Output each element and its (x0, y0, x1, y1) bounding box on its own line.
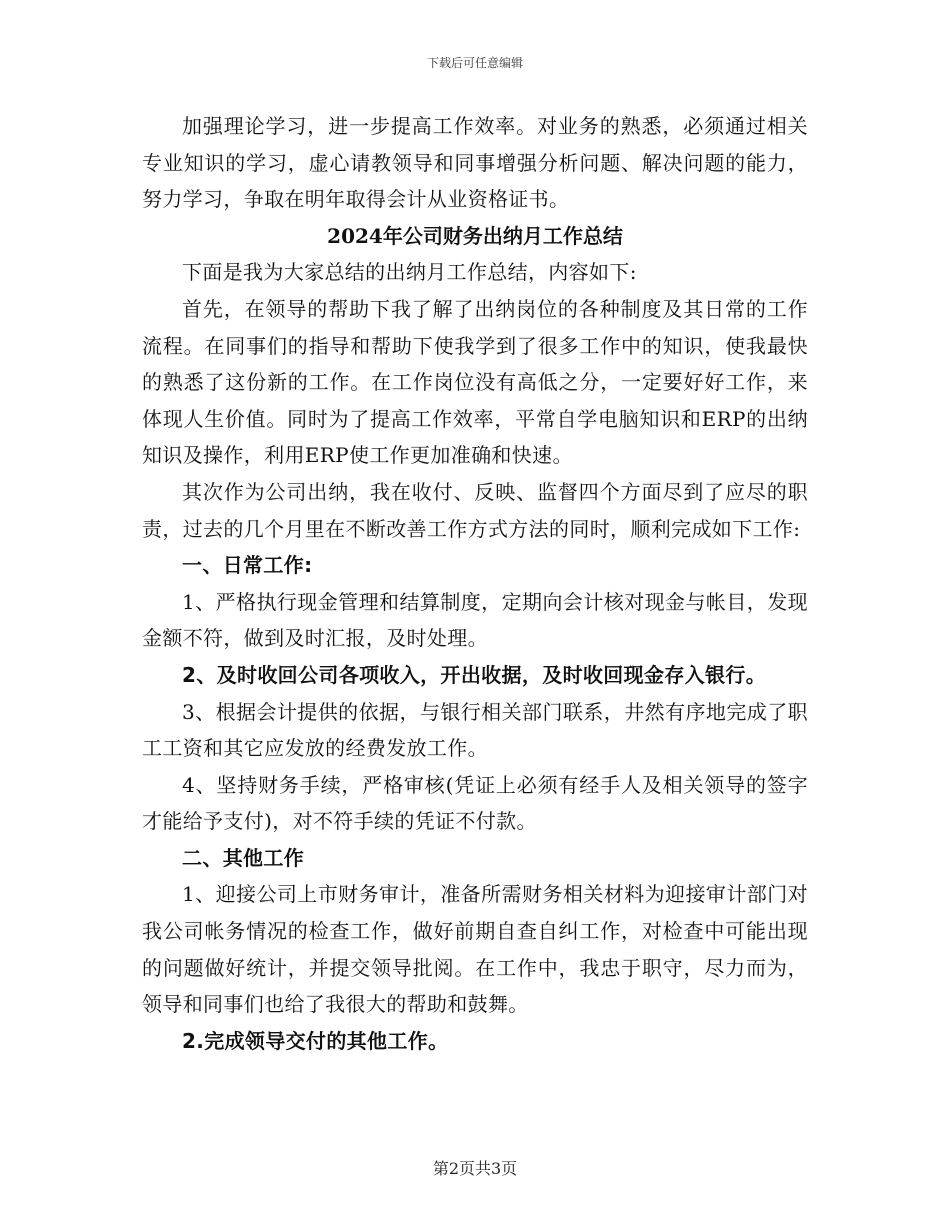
document-title: 2024年公司财务出纳月工作总结 (327, 223, 623, 248)
paragraph-intro: 下面是我为大家总结的出纳月工作总结，内容如下: (182, 260, 637, 285)
other-item-1: 1、迎接公司上市财务审计，准备所需财务相关材料为迎接审计部门对我公司帐务情况的检查工作，做好前期自查自纠工作，对检查中可能出现的问题做好统计，并提交领导批阅。在工作中，我忠于职守，尽力而为，领导和同事们也给了我很大的帮助和鼓舞。 (142, 882, 808, 1017)
paragraph-second: 其次作为公司出纳，我在收付、反映、监督四个方面尽到了应尽的职责，过去的几个月里在不断改善工作方式方法的同时，顺利完成如下工作: (142, 479, 808, 541)
other-item-2: 2.完成领导交付的其他工作。 (182, 1028, 449, 1053)
section-heading-daily-work: 一、日常工作: (182, 553, 313, 578)
list-item-2: 2、及时收回公司各项收入，开出收据，及时收回现金存入银行。 (182, 662, 767, 687)
list-item-3: 3、根据会计提供的依据，与银行相关部门联系，井然有序地完成了职工工资和其它应发放的经费发放工作。 (142, 699, 808, 761)
document-body (142, 108, 808, 1059)
page-footer: 第2页共3页 (432, 1159, 518, 1178)
paragraph-first: 首先，在领导的帮助下我了解了出纳岗位的各种制度及其日常的工作流程。在同事们的指导和帮助下使我学到了很多工作中的知识，使我最快的熟悉了这份新的工作。在工作岗位没有高低之分，一定要好好工作，来体现人生价值。同时为了提高工作效率，平常自学电脑知识和ERP的出纳知识及操作，利用ERP使工作更加准确和快速。 (142, 296, 808, 468)
list-item-1: 1、严格执行现金管理和结算制度，定期向会计核对现金与帐目，发现金额不符，做到及时汇报，及时处理。 (142, 589, 808, 651)
list-item-4: 4、坚持财务手续，严格审核(凭证上必须有经手人及相关领导的签字才能给予支付)，对不符手续的凭证不付款。 (142, 772, 808, 834)
paragraph-study: 加强理论学习，进一步提高工作效率。对业务的熟悉，必须通过相关专业知识的学习，虚心请教领导和同事增强分析问题、解决问题的能力，努力学习，争取在明年取得会计从业资格证书。 (142, 114, 808, 212)
section-heading-other-work: 二、其他工作 (182, 845, 305, 870)
page-header: 下载后可任意编辑 (426, 56, 523, 70)
